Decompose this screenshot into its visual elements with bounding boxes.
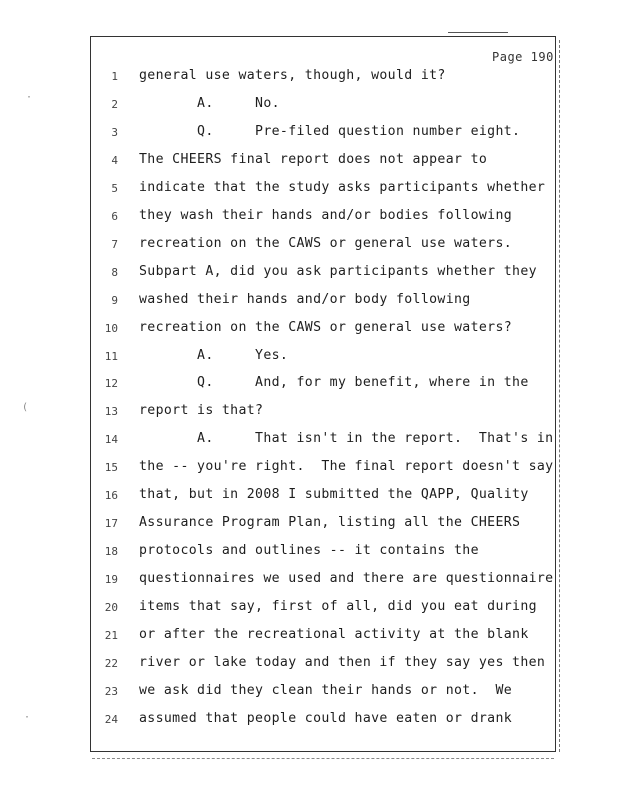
page-number: Page 190 bbox=[492, 50, 554, 64]
transcript-line bbox=[0, 92, 618, 120]
line-number: 5 bbox=[111, 181, 118, 195]
transcript-line bbox=[0, 64, 618, 92]
line-text: or after the recreational activity at the blank bbox=[139, 627, 529, 642]
line-number: 14 bbox=[104, 433, 118, 447]
line-number: 4 bbox=[111, 153, 118, 167]
transcript-line bbox=[0, 344, 618, 372]
line-text: questionnaires we used and there are questionnaire bbox=[139, 571, 554, 587]
transcript-line bbox=[0, 707, 618, 735]
line-number: 20 bbox=[104, 601, 118, 615]
transcript-line bbox=[0, 176, 618, 204]
line-number: 8 bbox=[111, 265, 118, 279]
bottom-scan-edge bbox=[92, 758, 554, 759]
line-text: The CHEERS final report does not appear to bbox=[139, 151, 488, 167]
transcript-line bbox=[0, 623, 618, 651]
transcript-line bbox=[0, 204, 618, 232]
line-text: Assurance Program Plan, listing all the CHEERS bbox=[139, 515, 521, 531]
frame-top-edge bbox=[448, 32, 508, 33]
line-number: 22 bbox=[104, 656, 118, 670]
line-number: 12 bbox=[104, 377, 118, 391]
line-number: 23 bbox=[104, 684, 118, 698]
transcript-line bbox=[0, 148, 618, 176]
transcript-line bbox=[0, 288, 618, 316]
line-number: 6 bbox=[111, 209, 118, 223]
transcript-line bbox=[0, 316, 618, 344]
margin-speck: · bbox=[24, 712, 31, 723]
line-text: assumed that people could have eaten or drank bbox=[139, 710, 513, 726]
line-number: 21 bbox=[104, 629, 118, 642]
line-text: that, but in 2008 I submitted the QAPP, Quality bbox=[139, 487, 529, 503]
line-number: 24 bbox=[104, 712, 118, 726]
line-number: 15 bbox=[104, 461, 118, 475]
line-text: indicate that the study asks participants whether bbox=[139, 179, 546, 195]
line-text: Q. And, for my benefit, where in the bbox=[139, 375, 529, 391]
line-text: Q. Pre-filed question number eight. bbox=[139, 123, 521, 139]
line-number: 16 bbox=[104, 489, 118, 503]
line-text: report is that? bbox=[139, 403, 264, 419]
transcript-line bbox=[0, 371, 618, 399]
line-text: washed their hands and/or body following bbox=[139, 291, 471, 307]
transcript-line bbox=[0, 260, 618, 288]
line-text: recreation on the CAWS or general use waters? bbox=[139, 319, 513, 335]
transcript-line bbox=[0, 679, 618, 707]
transcript-line bbox=[0, 232, 618, 260]
line-number: 17 bbox=[104, 517, 118, 531]
line-text: river or lake today and then if they say yes then bbox=[139, 654, 546, 670]
transcript-line bbox=[0, 539, 618, 567]
line-text: the -- you're right. The final report doesn't say bbox=[139, 459, 554, 475]
line-text: recreation on the CAWS or general use waters. bbox=[139, 235, 513, 251]
line-text: we ask did they clean their hands or not. We bbox=[139, 682, 513, 698]
transcript-line bbox=[0, 483, 618, 511]
transcript-line bbox=[0, 567, 618, 595]
line-number: 3 bbox=[111, 125, 118, 139]
transcript-body bbox=[0, 64, 618, 744]
line-text: items that say, first of all, did you eat during bbox=[139, 599, 537, 615]
line-text: A. That isn't in the report. That's in bbox=[139, 431, 554, 447]
line-number: 1 bbox=[111, 70, 118, 83]
transcript-line bbox=[0, 511, 618, 539]
line-number: 13 bbox=[104, 405, 118, 419]
line-text: A. Yes. bbox=[139, 347, 289, 363]
margin-speck: · bbox=[26, 92, 33, 103]
transcript-line bbox=[0, 120, 618, 148]
margin-speck: ( bbox=[22, 402, 29, 413]
transcript-line bbox=[0, 399, 618, 427]
transcript-line bbox=[0, 595, 618, 623]
line-text: they wash their hands and/or bodies following bbox=[139, 207, 513, 223]
line-text: general use waters, though, would it? bbox=[139, 68, 446, 83]
line-text: Subpart A, did you ask participants whether they bbox=[139, 263, 537, 279]
line-text: A. No. bbox=[139, 95, 280, 111]
line-text: protocols and outlines -- it contains the bbox=[139, 543, 479, 559]
line-number: 18 bbox=[104, 545, 118, 559]
transcript-line bbox=[0, 455, 618, 483]
line-number: 10 bbox=[104, 321, 118, 335]
line-number: 11 bbox=[104, 349, 118, 363]
line-number: 19 bbox=[104, 573, 118, 587]
transcript-line bbox=[0, 651, 618, 679]
transcript-line bbox=[0, 427, 618, 455]
line-number: 7 bbox=[111, 237, 118, 251]
line-number: 9 bbox=[111, 293, 118, 307]
line-number: 2 bbox=[111, 97, 118, 111]
